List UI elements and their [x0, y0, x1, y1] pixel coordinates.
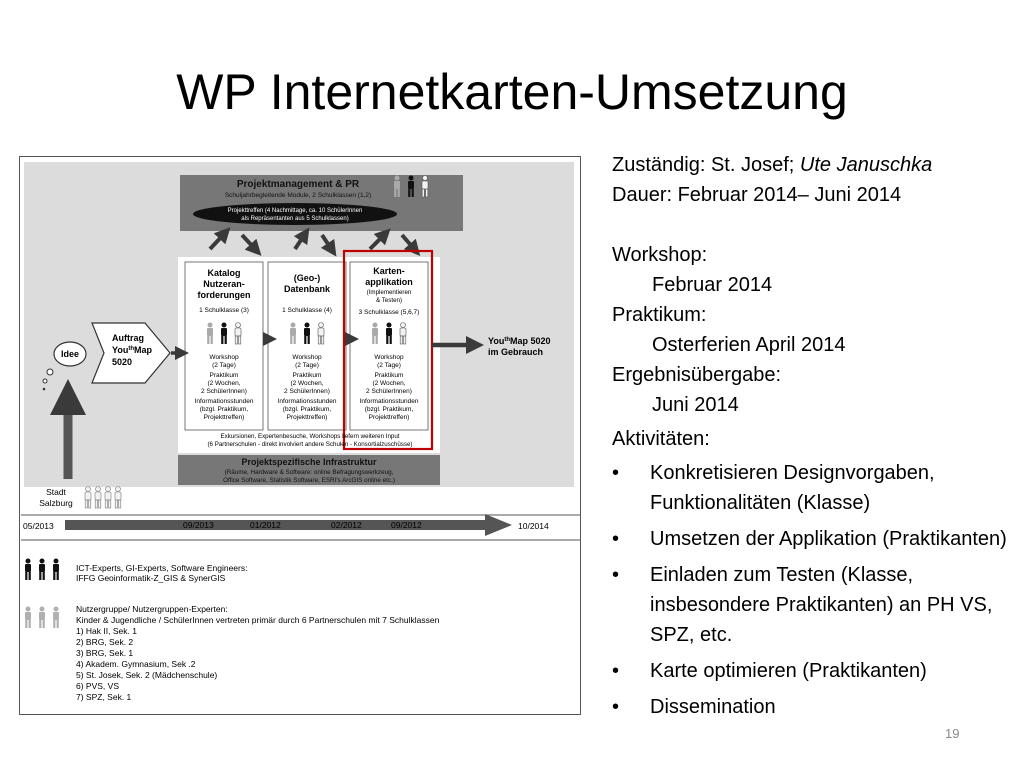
svg-text:IFFG Geoinformatik-Z_GIS & Syn: IFFG Geoinformatik-Z_GIS & SynerGIS: [76, 573, 226, 583]
svg-text:(2 Wochen,: (2 Wochen,: [290, 380, 324, 387]
svg-text:Projekttreffen): Projekttreffen): [368, 414, 410, 421]
svg-text:Informationsstunden: Informationsstunden: [277, 398, 337, 405]
dauer-line: Dauer: Februar 2014– Juni 2014: [612, 184, 902, 206]
timeline: [21, 514, 580, 540]
svg-text:(2 Tage): (2 Tage): [377, 362, 401, 369]
svg-text:(2 Tage): (2 Tage): [295, 362, 319, 369]
svg-text:Projekttreffen): Projekttreffen): [286, 414, 328, 421]
spacer: [612, 210, 1012, 240]
activity-item: • Dissemination: [612, 696, 776, 718]
svg-text:1 Schulklasse (3): 1 Schulklasse (3): [199, 307, 249, 314]
svg-text:2 SchülerInnen): 2 SchülerInnen): [366, 388, 412, 395]
svg-text:Datenbank: Datenbank: [283, 284, 331, 294]
project-diagram: [19, 156, 581, 715]
svg-text:(bzgl. Praktikum,: (bzgl. Praktikum,: [282, 406, 332, 413]
svg-text:10/2014: 10/2014: [518, 521, 549, 531]
svg-text:Katalog: Katalog: [207, 268, 241, 278]
svg-text:Workshop: Workshop: [292, 354, 322, 361]
stadt-label: Stadt: [46, 487, 66, 497]
svg-text:(Geo-): (Geo-): [293, 273, 321, 283]
svg-text:Praktikum: Praktikum: [209, 372, 239, 379]
svg-text:09/2012: 09/2012: [391, 520, 422, 530]
svg-text:im Gebrauch: im Gebrauch: [488, 347, 544, 357]
svg-text:2) BRG, Sek. 2: 2) BRG, Sek. 2: [76, 637, 134, 647]
infrastruktur-box: [178, 455, 440, 485]
svg-text:02/2012: 02/2012: [331, 520, 362, 530]
activity-item: • Karte optimieren (Praktikanten): [612, 660, 927, 682]
svg-text:1) Hak II, Sek. 1: 1) Hak II, Sek. 1: [76, 626, 137, 636]
zustaendig-person: Ute Januschka: [799, 154, 933, 176]
svg-text:Praktikum: Praktikum: [292, 372, 322, 379]
pm-box: [180, 175, 463, 231]
svg-text:YouthMap: You$^{th}$Map: [112, 345, 153, 355]
page-number: 19: [945, 726, 960, 741]
legend-nutzergruppe: [25, 604, 440, 702]
svg-text:als Repräsentanten aus 5 Schul: als Repräsentanten aus 5 Schulklassen): [241, 216, 349, 222]
svg-text:Projektspezifische Infrastrukt: Projektspezifische Infrastruktur: [241, 457, 377, 467]
ergebnis-value: Juni 2014: [652, 394, 739, 416]
svg-text:1 Schulklasse (4): 1 Schulklasse (4): [282, 307, 332, 314]
svg-text:5020: 5020: [112, 357, 133, 367]
activity-item: • Einladen zum Testen (Klasse, insbesondere Praktikanten) an PH VS, SPZ, etc.: [612, 564, 993, 646]
svg-text:Projekttreffen): Projekttreffen): [203, 414, 245, 421]
column-datenbank: [268, 262, 346, 430]
aktivitaeten-label: Aktivitäten:: [612, 428, 710, 450]
svg-text:Informationsstunden: Informationsstunden: [194, 398, 254, 405]
slide-title: WP Internetkarten-Umsetzung: [176, 64, 848, 120]
zustaendig-line: Zuständig: St. Josef; Ute Januschka: [612, 154, 933, 176]
activity-item: • Konkretisieren Designvorgaben, Funktionalitäten (Klasse): [612, 462, 935, 514]
svg-text:3) BRG, Sek. 1: 3) BRG, Sek. 1: [76, 648, 134, 658]
svg-text:forderungen: forderungen: [197, 290, 251, 300]
activity-item: • Umsetzen der Applikation (Praktikanten): [612, 528, 1007, 550]
praktikum-label: Praktikum:: [612, 304, 707, 326]
svg-text:Karten-: Karten-: [373, 266, 405, 276]
svg-text:2 SchülerInnen): 2 SchülerInnen): [201, 388, 247, 395]
svg-text:(2 Wochen,: (2 Wochen,: [372, 380, 406, 387]
exkursionen-line-1: Exkursionen, Expertenbesuche, Workshops liefern weiteren Input: [220, 433, 400, 440]
svg-text:Praktikum: Praktikum: [374, 372, 404, 379]
praktikum-value: Osterferien April 2014: [652, 334, 846, 356]
svg-text:Nutzeran-: Nutzeran-: [203, 279, 245, 289]
svg-text:Nutzergruppe/ Nutzergruppen-Ex: Nutzergruppe/ Nutzergruppen-Experten:: [76, 604, 228, 614]
svg-text:7) SPZ, Sek. 1: 7) SPZ, Sek. 1: [76, 692, 132, 702]
svg-text:(bzgl. Praktikum,: (bzgl. Praktikum,: [364, 406, 414, 413]
svg-text:2 SchülerInnen): 2 SchülerInnen): [284, 388, 330, 395]
info-panel: [612, 150, 1012, 722]
svg-text:6) PVS, VS: 6) PVS, VS: [76, 681, 119, 691]
svg-text:applikation: applikation: [365, 277, 413, 287]
svg-text:Projekttreffen (4 Nachmittage,: Projekttreffen (4 Nachmittage, ca. 10 SchülerInnen: [227, 208, 363, 214]
stadt-people-icons: [85, 487, 121, 509]
salzburg-label: Salzburg: [39, 498, 73, 508]
svg-text:(2 Wochen,: (2 Wochen,: [207, 380, 241, 387]
svg-text:ICT-Experts, GI-Experts, Softw: ICT-Experts, GI-Experts, Software Engineers:: [76, 563, 248, 573]
svg-text:(bzgl. Praktikum,: (bzgl. Praktikum,: [199, 406, 249, 413]
svg-text:4) Akadem. Gymnasium, Sek .2: 4) Akadem. Gymnasium, Sek .2: [76, 659, 196, 669]
svg-text:YouthMap 5020: You$^{th}$Map 5020: [488, 336, 551, 346]
legend-experts: [25, 559, 247, 584]
svg-text:(Implementieren: (Implementieren: [366, 289, 412, 296]
exkursionen-line-2: (6 Partnerschulen - direkt involviert andere Schulen - Konsortialzuschüsse): [207, 441, 413, 448]
svg-text:3 Schulklasse (5,6,7): 3 Schulklasse (5,6,7): [358, 309, 420, 316]
svg-text:09/2013: 09/2013: [183, 520, 214, 530]
svg-text:Auftrag: Auftrag: [112, 333, 144, 343]
svg-text:Informationsstunden: Informationsstunden: [359, 398, 419, 405]
svg-text:Workshop: Workshop: [209, 354, 239, 361]
svg-text:01/2012: 01/2012: [250, 520, 281, 530]
svg-text:Kinder & Jugendliche / Schüler: Kinder & Jugendliche / SchülerInnen vertreten primär durch 6 Partnerschulen mit 7 Schulklassen: [76, 615, 440, 625]
svg-text:& Testen): & Testen): [375, 297, 403, 304]
activities-list: [612, 458, 1012, 722]
svg-text:5) St. Josek, Sek. 2 (Mädchens: 5) St. Josek, Sek. 2 (Mädchenschule): [76, 670, 218, 680]
svg-text:Projektmanagement & PR: Projektmanagement & PR: [236, 179, 360, 190]
svg-text:05/2013: 05/2013: [23, 521, 54, 531]
svg-text:(Räume, Hardware & Software: o: (Räume, Hardware & Software: online Befragungswerkzeug,: [224, 469, 394, 476]
workshop-value: Februar 2014: [652, 274, 773, 296]
column-kartenapplikation: [350, 262, 428, 430]
svg-text:Idee: Idee: [60, 349, 80, 359]
ergebnis-label: Ergebnisübergabe:: [612, 364, 782, 386]
svg-text:(2 Tage): (2 Tage): [212, 362, 236, 369]
workshop-label: Workshop:: [612, 244, 708, 266]
svg-text:Office Software, Statistik Sof: Office Software, Statistik Software, ESRI's ArcGIS online etc.): [223, 477, 395, 484]
column-katalog: [185, 262, 263, 430]
svg-text:Workshop: Workshop: [374, 354, 404, 361]
svg-text:Schuljahrbegleitende Module, 2: Schuljahrbegleitende Module, 2 Schulklassen (1,2): [224, 192, 372, 199]
output-label: [488, 336, 551, 357]
